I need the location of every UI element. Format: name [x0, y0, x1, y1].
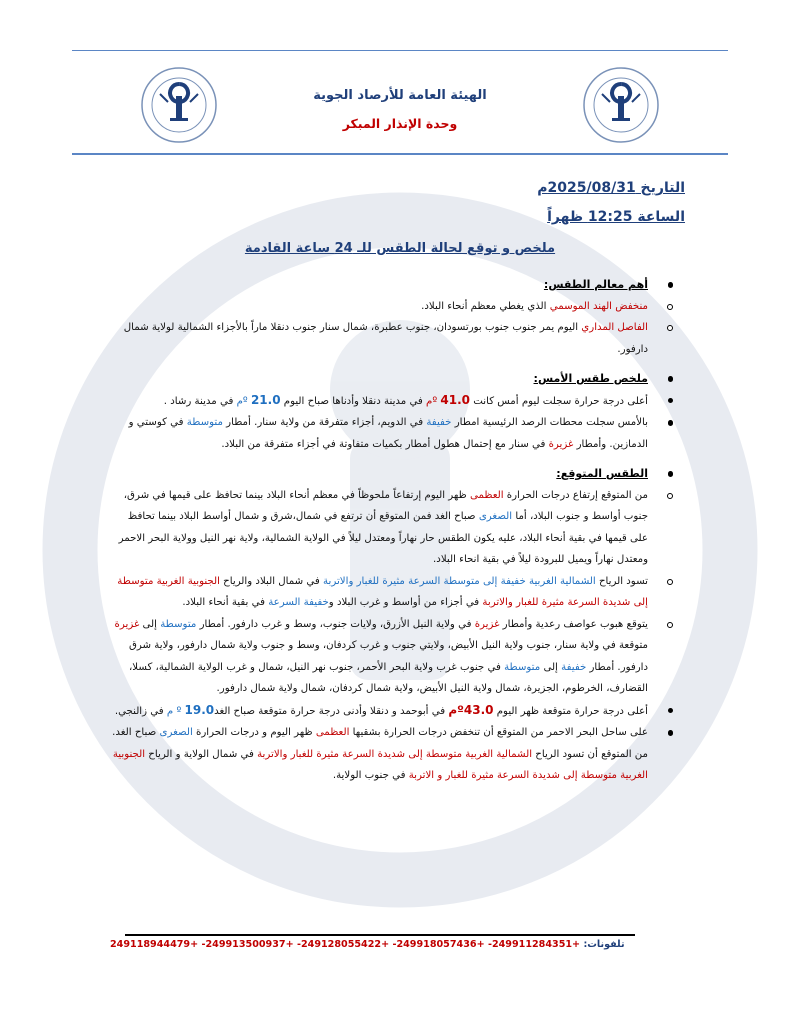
sudan-meteorological-authority-logo: [582, 66, 660, 144]
section-heading-features: أهم معالم الطقس:: [112, 274, 684, 296]
organization-name: الهيئة العامة للأرصاد الجوية: [313, 88, 487, 103]
header-bottom-rule: [72, 153, 728, 155]
report-title: ملخص و توقع لحالة الطقس للـ 24 ساعة القادمة: [244, 241, 556, 256]
list-item: تسود الرياح الشمالية الغربية خفيفة إلى متوسطة السرعة مثيرة للغبار والاتربة في شمال البلاد والرياح الجنوبية الغربية متوسطة إلى شديدة السرعة مثيرة للغبار والاتربة في أجزاء من أواسط و غرب البلاد وخفيفة السرعة في بقية أنحاء البلاد.: [112, 571, 684, 614]
footer-phones: [110, 939, 670, 950]
sudan-meteorological-authority-logo: [140, 66, 218, 144]
list-item: أعلى درجة حرارة سجلت ليوم أمس كانت 41.0 ºم في مدينة دنقلا وأدناها صباح اليوم 21.0 ºم في مدينة رشاد .: [112, 390, 684, 413]
phones-label: تلفونات:: [583, 939, 625, 950]
report-time: الساعة 12:25 ظهراً: [547, 209, 685, 225]
report-body: [112, 272, 684, 787]
list-item: الفاصل المداري اليوم يمر جنوب جنوب بورتسودان، جنوب عطبرة، شمال سنار جنوب دنقلا ماراً بالأجزاء الشمالية لولاية شمال دارفور.: [112, 317, 684, 360]
list-item: على ساحل البحر الاحمر من المتوقع أن تنخفض درجات الحرارة بشقيها العظمى ظهر اليوم و درجات الحرارة الصغرى صباح الغد. من المتوقع أن تسود الرياح الشمالية الغربية متوسطة إلى شديدة السرعة مثيرة للغبار والاتربة في شمال الولاية و الرياح الجنوبية الغربية متوسطة إلى شديدة السرعة مثيرة للغبار و الاتربة في جنوب الولاية.: [112, 722, 684, 787]
list-item: منخفض الهند الموسمي الذي يغطي معظم أنحاء البلاد.: [112, 296, 684, 318]
list-item: من المتوقع إرتفاع درجات الحرارة العظمى ظهر اليوم إرتفاعاً ملحوظاً في معظم أنحاء البلاد بينما تحافظ على قيمها في شرق، جنوب أواسط و جنوب البلاد، أما الصغرى صباح الغد فمن المتوقع أن ترتفع في شمال،شرق و شمال أواسط البلاد بينما تحافظ على قيمها في بقية أنحاء البلاد، عليه يكون الطقس حار نهاراً ومعتدل ليلاً في الولاية الشمالية، ولاية نهر النيل وولاية البحر الاحمر ومعتدل نهاراً ويميل للبرودة ليلاً في بقية انحاء البلاد.: [112, 485, 684, 571]
report-date: التاريخ 2025/08/31م: [537, 180, 685, 196]
list-item: أعلى درجة حرارة متوقعة ظهر اليوم º43.0م في أبوحمد و دنقلا وأدنى درجة حرارة متوقعة صباح الغد19.0 º م في زالنجي.: [112, 700, 684, 723]
list-item: بالأمس سجلت محطات الرصد الرئيسية امطار خفيفة في الدويم، أجزاء متفرقة من ولاية سنار. أمطار متوسطة في كوستي و الدمازين. وأمطار غزيرة في سنار مع إحتمال هطول أمطار بكميات متفاوتة في أجزاء متفرقة من البلاد.: [112, 412, 684, 455]
section-heading-yesterday: ملخص طقس الأمس:: [112, 368, 684, 390]
header-top-rule: [72, 50, 728, 51]
section-heading-forecast: الطقس المتوقع:: [112, 463, 684, 485]
list-item: يتوقع هبوب عواصف رعدية وأمطار غزيرة في ولاية النيل الأزرق، ولايات جنوب، وسط و غرب دارفور. أمطار متوسطة إلى غزيرة متوقعة في ولاية سنار، جنوب ولاية النيل الأبيض، ولايتي جنوب و غرب كردفان، وسط و جنوب ولاية شمال دارفور، ولاية شرق دارفور. أمطار خفيفة إلى متوسطة في جنوب غرب ولاية البحر الأحمر، جنوب نهر النيل، شمال و غرب الولاية الشمالية، كسلا، القضارف، الخرطوم، الجزيرة، شمال ولاية النيل الأبيض، ولاية شمال كردفان، شمال ولاية شمال دارفور.: [112, 614, 684, 700]
footer-rule: [125, 934, 635, 936]
phone-numbers: +249911284351- +249918057436- +249128055422- +249913500937- +249118944479: [110, 939, 584, 950]
unit-name: وحدة الإنذار المبكر: [342, 116, 458, 131]
